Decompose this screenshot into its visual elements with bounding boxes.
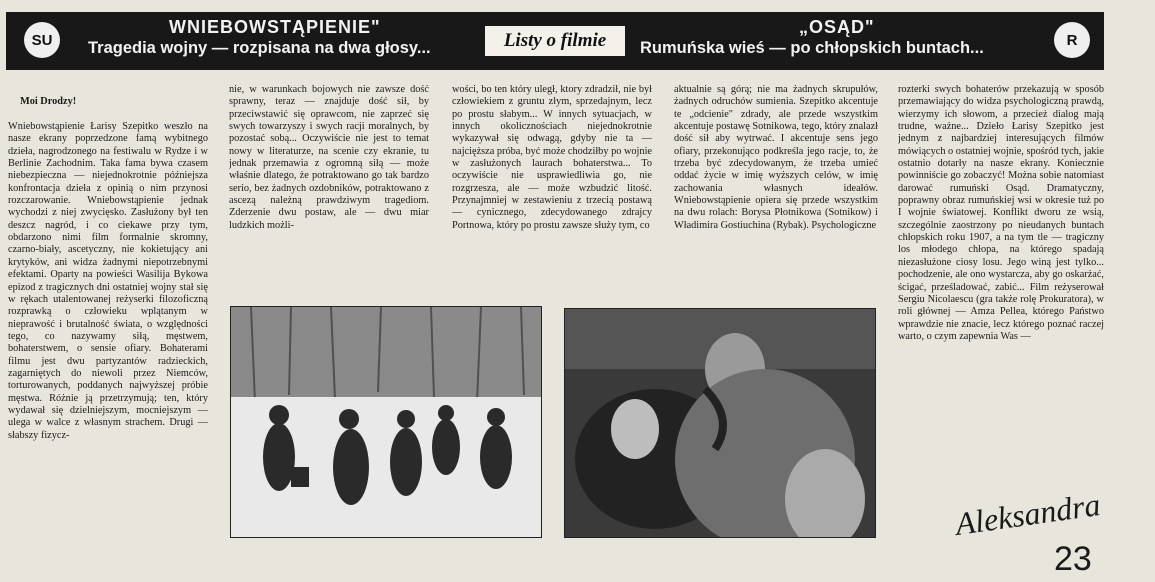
country-badge-su: SU [24, 22, 60, 58]
column-rubric: Listy o filmie [485, 26, 625, 56]
right-film-title: „OSĄD" [799, 17, 875, 37]
text-column-4: aktualnie są górą; nie ma żadnych skrupułów, żadnych odruchów sumienia. Szepitko akcentuje te „odcienie" zdrady, ale przede wszystkim akcentuje postawę Sotnikowa, tego, który znalazł dość sił aby wytrwać. I akcentuje sens jego ofiary, przekonująco podkreśla jego racje, to, że trzeba być zdecydowanym, że trzeba umieć oddać życie w imię wyższych celów, w imię zachowania własnych ideałów. Wniebowstąpienie opiera się przede wszystkim na dwu rolach: Borysa Płotnikowa (Sotnikow) i Władimira Gostiuchina (Rybak). Psychologiczne [674, 84, 878, 231]
right-film-subtitle: Rumuńska wieś — po chłopskich buntach... [640, 39, 984, 57]
header-banner [6, 12, 1104, 70]
text-column-5: rozterki swych bohaterów przekazują w sposób przemawiający do widza psychologiczną prawdą, wierzymy ich słowom, a przecież dialog mają trudne, ważne... Dzieło Łarisy Szepitko jest jednym z najbardziej interesujących filmów mówiących o ostatniej wojnie, spośród tych, jakie ostatnio dotarły na nasze ekrany. Koniecznie powinniście go zobaczyć! Można sobie natomiast darować rumuński Osąd. Dramatyczny, poprawny obraz rumuńskiej wsi w okresie tuż po I wojnie światowej. Konflikt dworu ze wsią, szczególnie zaostrzony po nieudanych buntach chłopskich roku 1907, a na tym tle — tragiczny los młodego chłopa, na którego spadają niezasłużone ciosy losu. Jego winą jest tylko... pochodzenie, ale ono wystarcza, aby go oskarżać, ścigać, prześladować, zabić... Film reżyserował Sergiu Nicolaescu (gra także rolę Prokuratora), w roli głównej — Amza Pellea, którego Państwo wprawdzie nie znacie, lecz którego poznać raczej warto, o czym zapewnia Was — [898, 84, 1104, 342]
left-film-subtitle: Tragedia wojny — rozpisana na dwa głosy... [88, 39, 431, 57]
embrace-photo [565, 309, 875, 537]
film-still-embrace [564, 308, 876, 538]
greeting: Moi Drodzy! [20, 96, 77, 108]
winter-march-photo [231, 307, 541, 537]
text-column-2: nie, w warunkach bojowych nie zawsze dość sprawny, teraz — znajduje dość sił, by przeciwstawić się oprawcom, nie zaprzeć się swych towarzyszy i swych racji moralnych, by pozostać sobą... Oczywiście nie jest to temat nowy w literaturze, na scenie czy ekranie, tu jednak przemawia z ogromną siłą — może właśnie dlatego, że potraktowano go tak bardzo serio, bez żadnych ozdobników, potraktowano z ascezą należną prawdziwym tragediom. Zderzenie dwu postaw, ale — dwu miar ludzkich możli- [229, 84, 429, 231]
page-number: 23 [1054, 540, 1092, 578]
country-badge-r: R [1054, 22, 1090, 58]
text-column-1 [8, 84, 208, 544]
author-signature: Aleksandra [953, 486, 1103, 542]
film-still-winter [230, 306, 542, 538]
left-film-title: WNIEBOWSTĄPIENIE" [169, 17, 381, 37]
text-column-3: wości, bo ten który uległ, ktory zdradził, nie był człowiekiem z gruntu złym, sprzedajnym, lecz po prostu słabym... W innych sytuacjach, w innych okolicznościach niejednokrotnie wykazywał się odwagą, gdyby nie ta — najcięższa próba, być może chodziłby po wojnie w zasłużonych laurach bohaterstwa... To oczywiście nie usprawiedliwia go, nie rozgrzesza, ale — może wzbudzić litość. Przynajmniej w zestawieniu z trzecią postawą — cynicznego, zdecydowanego zdrajcy Portnowa, który po prostu zawsze służy tym, co [452, 84, 652, 231]
column-1-text: Wniebowstąpienie Łarisy Szepitko weszło na nasze ekrany poprzedzone famą wybitnego dzieła, nagrodzonego na festiwalu w Rydze i w Berlinie Zachodnim. Taka fama bywa czasem niebezpieczna — niejednokrotnie późniejsza konfrontacja dzieła z opinią o nim przynosi rozczarowanie. Wniebowstąpienie jednak wychodzi z niej zwycięsko. Zasłużony był ten deszcz nagród, i co ciekawe przy tym, obdarzono nimi film formalnie skromny, czarno-biały, ascetyczny, nie kokietujący ani krytyków, ani widza żadnymi niepotrzebnymi efektami. Oparty na powieści Wasilija Bykowa epizod z tragicznych dni ostatniej wojny stał się w rękach utalentowanej reżyserki filozoficzną rozprawką o człowieku wplątanym w nieprawość i brutalność świata, o względności tego, co nazywamy siłą, męstwem, bohaterstwem, o sensie ofiary. Bohaterami filmu jest dwu partyzantów radzieckich, zagarniętych do niewoli przez Niemców, torturowanych, poddanych najwyższej próbie męstwa. Różnie ją przetrzymują; ten, który wydawał się dzielniejszym, mocniejszym — ulega w walce z własnym strachem. Drugi — słabszy fizycz- [8, 121, 208, 441]
